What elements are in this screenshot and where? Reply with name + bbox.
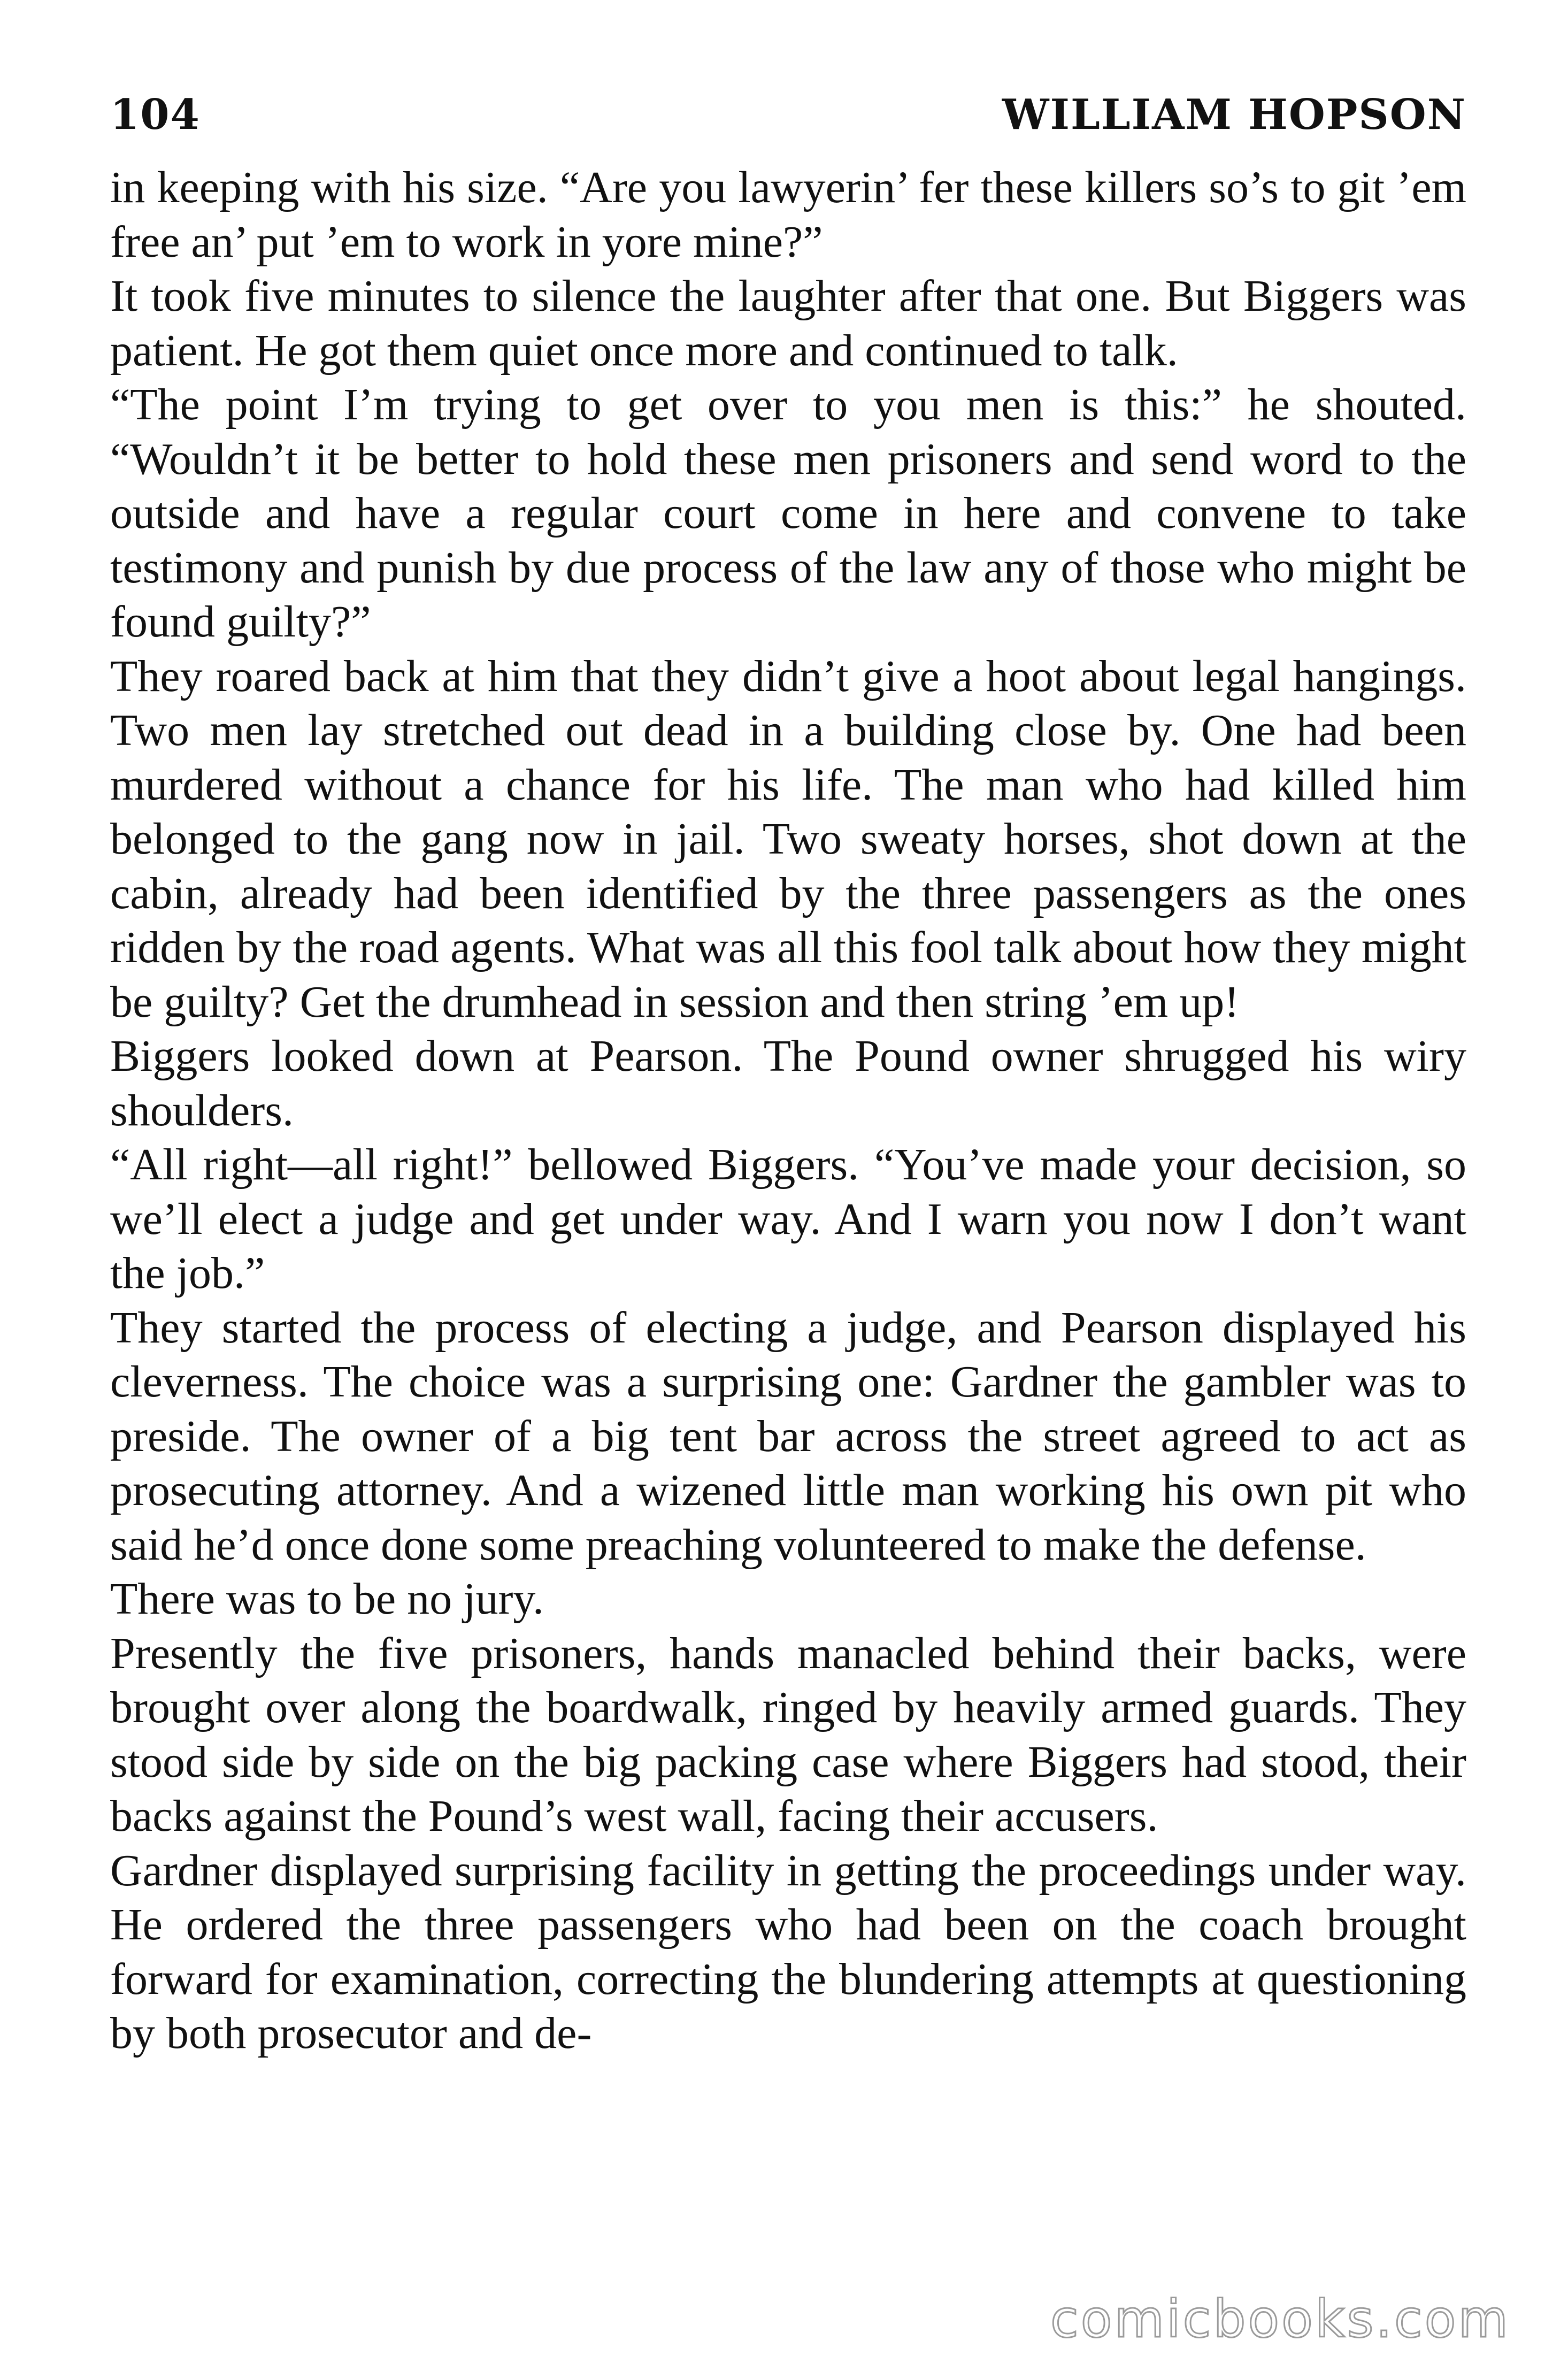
page-number: 104 <box>110 90 201 139</box>
paragraph-9: Presently the five prisoners, hands manacled behind their backs, were brought over along the boardwalk, ringed by heavily armed guards. They stood side by side on the big packing case where Biggers had stood, their backs against the Pound’s west wall, facing their accusers. <box>110 1628 1466 1841</box>
paragraph-5: Biggers looked down at Pearson. The Pound owner shrugged his wiry shoulders. <box>110 1031 1466 1135</box>
paragraph-2: It took five minutes to silence the laughter after that one. But Biggers was patient. He got them quiet once more and continued to talk. <box>110 271 1466 375</box>
body-text <box>110 160 1466 2061</box>
paragraph-4: They roared back at him that they didn’t give a hoot about legal hangings. Two men lay stretched out dead in a building close by. One had been murdered without a chance for his life. The man who had killed him belonged to the gang now in jail. Two sweaty horses, shot down at the cabin, already had been identified by the three passengers as the ones ridden by the road agents. What was all this fool talk about how they might be guilty? Get the drumhead in session and then string ’em up! <box>110 651 1466 1027</box>
paragraph-10: Gardner displayed surprising facility in getting the proceedings under way. He ordered the three passengers who had been on the coach brought forward for examination, correcting the blundering attempts at questioning by both prosecutor and de- <box>110 1845 1466 2058</box>
paragraph-8: There was to be no jury. <box>110 1574 544 1624</box>
paragraph-3: “The point I’m trying to get over to you men is this:” he shouted. “Wouldn’t it be better to hold these men prisoners and send word to the outside and have a regular court come in here and convene to take testimony and punish by due process of the law any of those who might be found guilty?” <box>110 380 1466 647</box>
running-head <box>110 80 1466 139</box>
paragraph-7: They started the process of electing a judge, and Pearson displayed his cleverness. The choice was a surprising one: Gardner the gambler was to preside. The owner of a big tent bar across the street agreed to act as prosecuting attorney. And a wizened little man working his own pit who said he’d once done some preaching volunteered to make the defense. <box>110 1302 1466 1570</box>
paragraph-1: in keeping with his size. “Are you lawyerin’ fer these killers so’s to git ’em free an’ put ’em to work in yore mine?” <box>110 163 1466 267</box>
paragraph-6: “All right—all right!” bellowed Biggers. “You’ve made your decision, so we’ll elect a judge and get under way. And I warn you now I don’t want the job.” <box>110 1140 1466 1298</box>
watermark: comicbooks.com <box>1050 2289 1510 2349</box>
author-name: WILLIAM HOPSON <box>1002 90 1466 139</box>
